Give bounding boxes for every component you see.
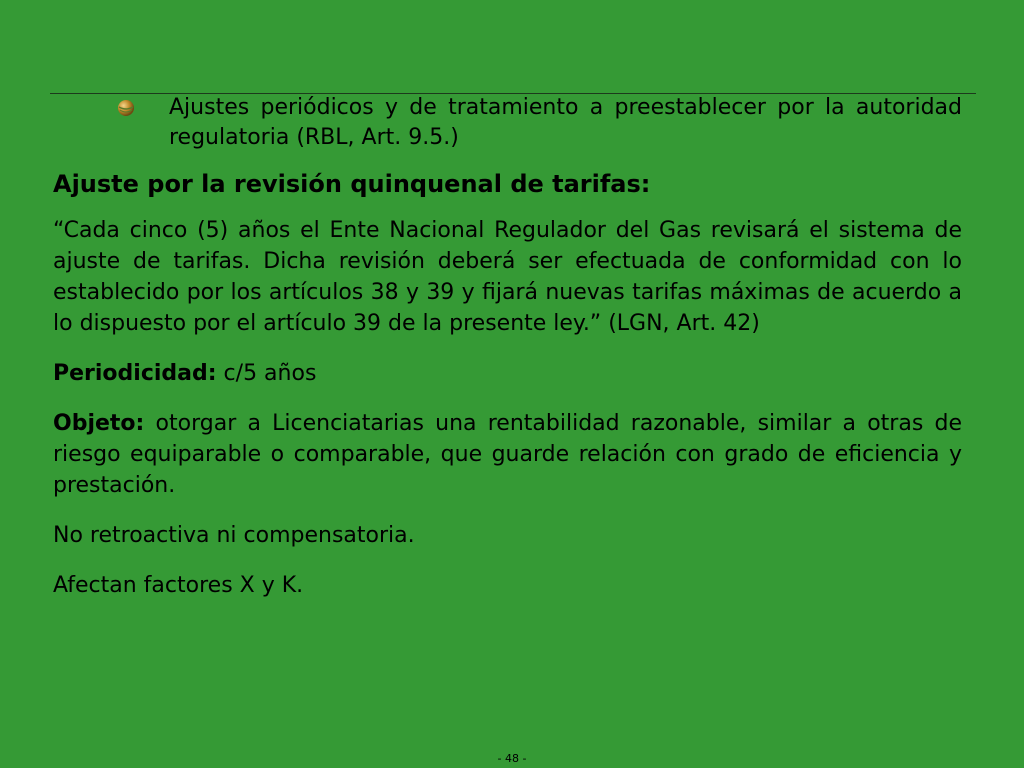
bullet-text: Ajustes periódicos y de tratamiento a preestablecer por la autoridad regulatoria (RBL, Art. 9.5.) [169,95,962,150]
periodicidad-label: Periodicidad: [53,361,217,386]
objeto-paragraph [53,408,962,501]
quote-paragraph: “Cada cinco (5) años el Ente Nacional Regulador del Gas revisará el sistema de ajuste de tarifas. Dicha revisión deberá ser efectuada de conformidad con lo establecido por los artículos 38 y 39 y fijará nuevas tarifas máximas de acuerdo a lo dispuesto por el artículo 39 de la presente ley.” (LGN, Art. 42) [53,218,962,336]
objeto-label: Objeto: [53,411,145,436]
objeto-value: otorgar a Licenciatarias una rentabilidad razonable, similar a otras de riesgo equiparable o comparable, que guarde relación con grado de eficiencia y prestación. [53,411,962,498]
periodicidad-paragraph [53,358,962,389]
note-factores: Afectan factores X y K. [53,573,304,598]
note-retroactiva: No retroactiva ni compensatoria. [53,523,415,548]
periodicidad-value: c/5 años [216,361,317,386]
orb-bullet-icon [117,99,135,117]
page-number: - 48 - [497,752,527,765]
slide-content [53,93,962,620]
section-heading: Ajuste por la revisión quinquenal de tarifas: [53,170,651,198]
bullet-item [53,93,962,153]
